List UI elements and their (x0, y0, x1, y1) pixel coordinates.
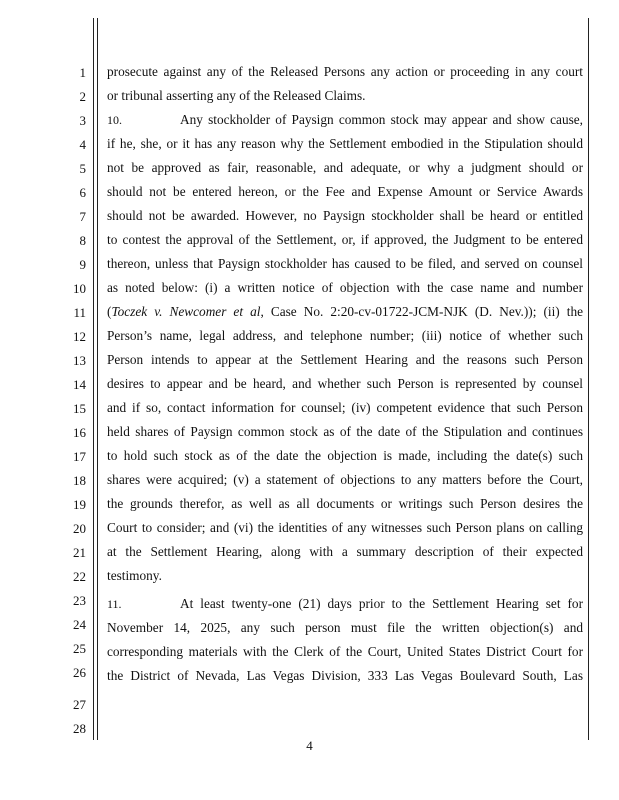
line-number: 16 (73, 425, 86, 440)
text-line: the grounds therefor, as well as all documents or writings such Person desires the (107, 496, 583, 511)
line-number: 12 (73, 329, 86, 344)
line-number: 20 (73, 521, 86, 536)
text-line: to contest the approval of the Settlement, or, if approved, the Judgment to be entered (107, 232, 583, 247)
paragraph-number: 11. (107, 597, 122, 611)
text-line: Person intends to appear at the Settlement Hearing and the reasons such Person (107, 352, 583, 367)
text-line: the District of Nevada, Las Vegas Division, 333 Las Vegas Boulevard South, Las (107, 668, 583, 683)
text-line: and if so, contact information for counsel; (iv) competent evidence that such Person (107, 400, 583, 415)
line-number: 26 (73, 665, 86, 680)
line-number: 17 (73, 449, 86, 464)
line-number: 24 (73, 617, 86, 632)
paren-open: ( (107, 304, 112, 319)
line-number: 18 (73, 473, 86, 488)
text-line: prosecute against any of the Released Persons any action or proceeding in any court (107, 64, 583, 79)
line-number: 25 (73, 641, 86, 656)
page-number: 4 (306, 738, 313, 753)
text-line: held shares of Paysign common stock as of the date of the Stipulation and continues (107, 424, 583, 439)
case-name: Toczek v. Newcomer et al (111, 304, 261, 319)
text-line: Person’s name, legal address, and telephone number; (iii) notice of whether such (107, 328, 583, 343)
line-number: 19 (73, 497, 86, 512)
line-number: 11 (73, 305, 86, 320)
line-number: 23 (73, 593, 86, 608)
text-line: corresponding materials with the Clerk of the Court, United States District Court for (107, 644, 583, 659)
line-number: 4 (79, 137, 86, 152)
paragraph-number: 10. (107, 113, 122, 127)
left-margin-rule-outer (93, 18, 94, 740)
line-number: 21 (73, 545, 86, 560)
left-margin-rule-inner (97, 18, 98, 740)
text-line: should not be entered hereon, or the Fee and Expense Amount or Service Awards (107, 184, 583, 199)
text-line: thereon, unless that Paysign stockholder has caused to be filed, and served on counsel (107, 256, 583, 271)
line-number: 9 (79, 257, 86, 272)
text-line: shares were acquired; (v) a statement of objections to any matters before the Court, (107, 472, 583, 487)
text-line: Court to consider; and (vi) the identities of any witnesses such Person plans on calling (107, 520, 583, 535)
text-line: to hold such stock as of the date the objection is made, including the date(s) such (107, 448, 583, 463)
line-number: 7 (79, 209, 86, 224)
line-number: 14 (73, 377, 86, 392)
line-number: 13 (73, 353, 86, 368)
text-line: if he, she, or it has any reason why the Settlement embodied in the Stipulation should (107, 136, 583, 151)
text-line: November 14, 2025, any such person must file the written objection(s) and (107, 620, 583, 635)
line-number: 6 (79, 185, 86, 200)
line-number: 15 (73, 401, 86, 416)
line-number: 5 (79, 161, 86, 176)
text-line (107, 304, 583, 320)
case-number-text: , Case No. 2:20-cv-01722-JCM-NJK (D. Nev.)); (ii) the (260, 304, 584, 319)
line-number: 8 (79, 233, 86, 248)
text-line: at the Settlement Hearing, along with a summary description of their expected (107, 544, 583, 559)
line-number: 2 (79, 89, 86, 104)
text-line: Any stockholder of Paysign common stock may appear and show cause, (180, 112, 583, 127)
text-line: not be approved as fair, reasonable, and adequate, or why a judgment should or (107, 160, 583, 175)
text-line: or tribunal asserting any of the Released Claims. (107, 88, 366, 103)
line-number: 1 (79, 65, 86, 80)
text-line: as noted below: (i) a written notice of objection with the case name and number (107, 280, 583, 295)
text-line: desires to appear and be heard, and whether such Person is represented by counsel (107, 376, 583, 391)
text-line: At least twenty-one (21) days prior to the Settlement Hearing set for (180, 596, 583, 611)
line-number: 3 (79, 113, 86, 128)
line-number: 22 (73, 569, 86, 584)
right-margin-rule (588, 18, 589, 740)
line-number: 28 (73, 721, 86, 736)
line-number: 10 (73, 281, 86, 296)
text-line: should not be awarded. However, no Paysign stockholder shall be heard or entitled (107, 208, 583, 223)
line-number: 27 (73, 697, 86, 712)
text-line: testimony. (107, 568, 162, 583)
